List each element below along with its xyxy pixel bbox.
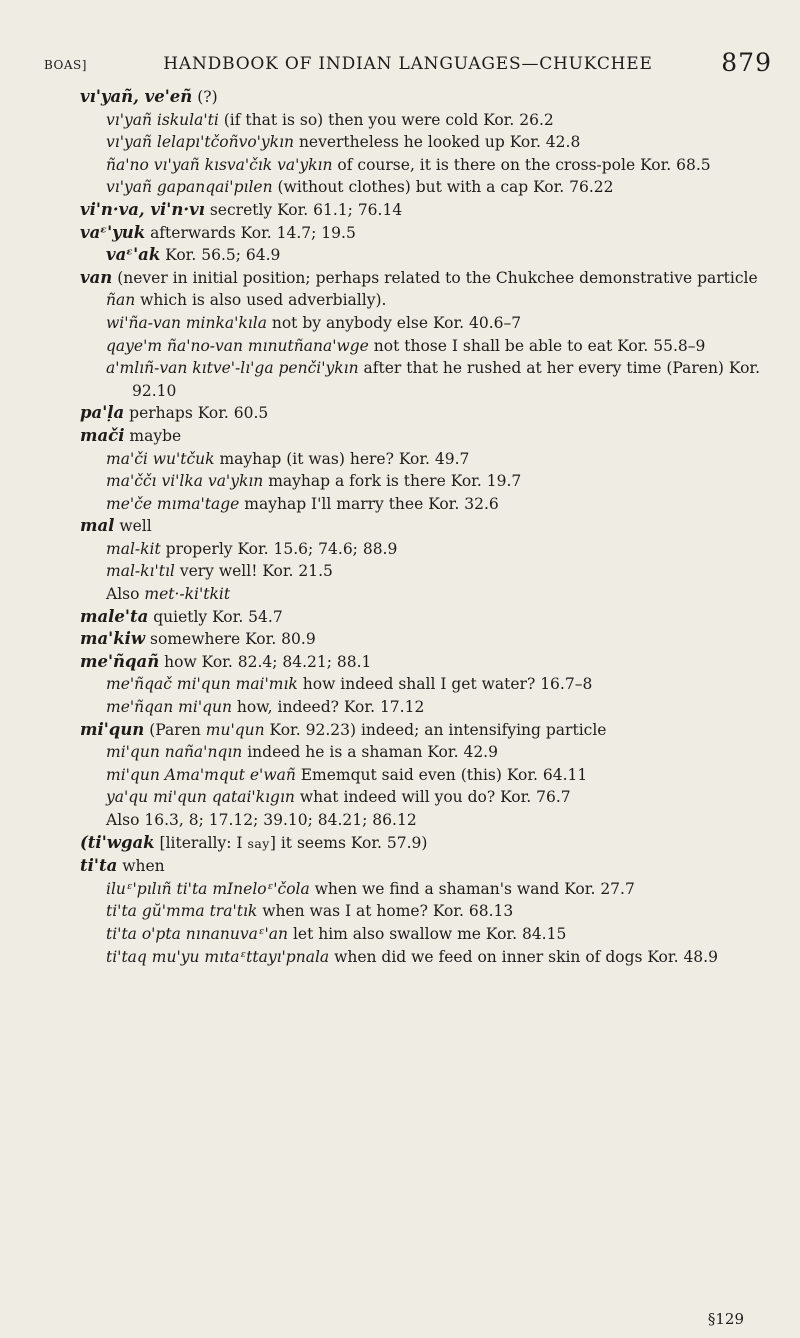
- translation: Kor. 56.5; 64.9: [160, 246, 281, 265]
- entry: [80, 402, 774, 425]
- example-text: wi'ña-van minka'kıla: [106, 313, 267, 332]
- translation: very well! Kor. 21.5: [174, 562, 333, 581]
- headword: mači: [80, 425, 125, 445]
- dictionary-entries: [80, 86, 774, 968]
- example-text: qaye'm ña'no-van mınutñana'wge: [106, 336, 369, 355]
- gloss-continued: ] it seems Kor. 57.9): [269, 833, 428, 852]
- gloss: secretly Kor. 61.1; 76.14: [204, 200, 403, 219]
- entry: [80, 855, 774, 878]
- gloss: when: [117, 857, 165, 876]
- entry: [80, 267, 774, 312]
- translation: when we find a shaman's wand Kor. 27.7: [309, 879, 635, 898]
- example-line: [106, 741, 774, 764]
- example-text: ma'či wu'tčuk: [106, 449, 215, 468]
- gloss: (Paren: [144, 720, 206, 739]
- example-line: [106, 786, 774, 809]
- running-header: [44, 48, 772, 84]
- example-line: [106, 244, 774, 267]
- translation: (if that is so) then you were cold Kor. 26.2: [218, 110, 554, 129]
- example-text: mal-kit: [106, 539, 161, 558]
- entry: [80, 628, 774, 651]
- example-text: vı'yañ lelapı'tčoñvo'ykın: [106, 133, 295, 152]
- example-text: vı'yañ iskula'ti: [106, 110, 219, 129]
- gloss-continued: which is also used adverbially).: [135, 291, 387, 310]
- headword: van: [80, 267, 113, 287]
- example-text: a'mlıñ-van kıtve'-lı'ga penči'ykın: [106, 359, 359, 378]
- headword: mi'qun: [80, 719, 145, 739]
- example-text: ti'ta gŭ'mma tra'tık: [106, 902, 258, 921]
- translation: of course, it is there on the cross-pole Kor. 68.5: [332, 155, 711, 174]
- example-line: [106, 109, 774, 132]
- translation: how, indeed? Kor. 17.12: [232, 698, 425, 717]
- example-line: [106, 312, 774, 335]
- examples: [106, 244, 774, 267]
- examples: [106, 878, 774, 968]
- entry: [80, 719, 774, 742]
- examples: [106, 312, 774, 402]
- gloss: [literally: I: [154, 833, 248, 852]
- example-line: [106, 809, 774, 832]
- example-line: [106, 878, 774, 901]
- examples: [106, 109, 774, 199]
- example-line: [106, 176, 774, 199]
- also-label: Also 16.3, 8; 17.12; 39.10; 84.21; 86.12: [106, 811, 417, 829]
- header-author: BOAS]: [44, 58, 87, 72]
- gloss: afterwards Kor. 14.7; 19.5: [145, 223, 356, 242]
- example-line: [106, 131, 774, 154]
- example-text: me'če mıma'tage: [106, 494, 240, 513]
- entry: [80, 425, 774, 448]
- translation: not by anybody else Kor. 40.6–7: [266, 313, 522, 332]
- examples: [106, 741, 774, 831]
- translation: Ememqut said even (this) Kor. 64.11: [295, 765, 588, 784]
- example-line: [106, 696, 774, 719]
- example-line: [106, 538, 774, 561]
- example-text: mi'qun Ama'mqut e'wañ: [106, 765, 296, 784]
- gloss-example: ñan: [106, 291, 136, 310]
- entry: [80, 222, 774, 245]
- example-text: me'ñqač mi'qun mai'mık: [106, 675, 298, 694]
- header-title: HANDBOOK OF INDIAN LANGUAGES—CHUKCHEE: [163, 54, 653, 74]
- example-text: ya'qu mi'qun qatai'kıgın: [106, 788, 295, 807]
- translation: mayhap a fork is there Kor. 19.7: [263, 472, 522, 491]
- gloss: well: [114, 517, 152, 536]
- example-line: [106, 470, 774, 493]
- headword: mal: [80, 516, 115, 536]
- example-line: [106, 583, 774, 606]
- headword: male'ta: [80, 606, 149, 626]
- headword: ma'kiw: [80, 629, 146, 649]
- example-text: me'ñqan mi'qun: [106, 698, 232, 717]
- headword: pa'ḷa: [80, 403, 125, 423]
- translation: what indeed will you do? Kor. 76.7: [294, 788, 571, 807]
- translation: let him also swallow me Kor. 84.15: [288, 924, 567, 943]
- sub-headword: vaᵋ'ak: [106, 245, 161, 265]
- headword: me'ñqañ: [80, 651, 160, 671]
- example-line: [106, 560, 774, 583]
- page-number: 879: [721, 48, 772, 77]
- headword: vaᵋ'yuk: [80, 222, 146, 242]
- example-text: mal-kı'tıl: [106, 562, 175, 581]
- translation: when was I at home? Kor. 68.13: [257, 902, 514, 921]
- translation: when did we feed on inner skin of dogs Kor. 48.9: [329, 947, 718, 966]
- example-line: [106, 448, 774, 471]
- example-line: [106, 154, 774, 177]
- translation: nevertheless he looked up Kor. 42.8: [294, 133, 581, 152]
- headword: ti'ta: [80, 856, 118, 876]
- gloss: somewhere Kor. 80.9: [145, 630, 316, 649]
- example-text: ña'no vı'yañ kısva'čık va'ykın: [106, 155, 333, 174]
- gloss-continued: Kor. 92.23) indeed; an intensifying particle: [264, 720, 607, 739]
- examples: [106, 673, 774, 718]
- example-line: [106, 900, 774, 923]
- example-line: [106, 673, 774, 696]
- example-text: met·-ki'tkit: [144, 585, 231, 604]
- gloss: how Kor. 82.4; 84.21; 88.1: [159, 652, 372, 671]
- translation: not those I shall be able to eat Kor. 55.8–9: [368, 336, 706, 355]
- gloss: maybe: [124, 426, 182, 445]
- headword: (ti'wgak: [80, 832, 155, 852]
- example-line: [106, 923, 774, 946]
- entry: [80, 515, 774, 538]
- translation: mayhap I'll marry thee Kor. 32.6: [239, 494, 499, 513]
- example-text: iluᵋ'pılıñ ti'ta mIneloᵋ'čola: [106, 879, 310, 898]
- gloss-example: mu'qun: [205, 720, 265, 739]
- gloss: quietly Kor. 54.7: [148, 607, 283, 626]
- also-label: Also: [106, 585, 145, 604]
- example-text: vı'yañ gapanqai'pılen: [106, 178, 273, 197]
- section-marker: §129: [707, 1310, 744, 1328]
- example-text: ti'taq mu'yu mıtaᵋttayı'pnala: [106, 947, 330, 966]
- translation: after that he rushed at her every time (Paren) Kor. 92.10: [132, 359, 761, 400]
- example-text: ma'ččı vi'lka va'ykın: [106, 472, 264, 491]
- example-line: [106, 946, 774, 969]
- entry: [80, 606, 774, 629]
- entry: [80, 651, 774, 674]
- examples: [106, 538, 774, 606]
- entry: [80, 199, 774, 222]
- example-text: mi'qun naña'nqın: [106, 743, 243, 762]
- headword: vı'yañ, ve'eñ: [80, 87, 193, 106]
- gloss-smallcaps: say: [247, 835, 270, 851]
- example-line: [106, 357, 774, 402]
- translation: how indeed shall I get water? 16.7–8: [297, 675, 593, 694]
- translation: mayhap (it was) here? Kor. 49.7: [214, 449, 470, 468]
- translation: (without clothes) but with a cap Kor. 76.22: [272, 178, 614, 197]
- example-line: [106, 335, 774, 358]
- headword: vi'n·va, vi'n·vı: [80, 199, 205, 219]
- gloss: (never in initial position; perhaps related to the Chukchee demonstrative particle: [112, 268, 758, 287]
- gloss: perhaps Kor. 60.5: [124, 404, 269, 423]
- translation: properly Kor. 15.6; 74.6; 88.9: [160, 539, 398, 558]
- example-line: [106, 493, 774, 516]
- examples: [106, 448, 774, 516]
- entry: [80, 832, 774, 856]
- gloss: (?): [192, 88, 218, 106]
- translation: indeed he is a shaman Kor. 42.9: [242, 743, 498, 762]
- example-line: [106, 764, 774, 787]
- example-text: ti'ta o'pta nınanuvaᵋ'an: [106, 924, 289, 943]
- entry: [80, 86, 774, 109]
